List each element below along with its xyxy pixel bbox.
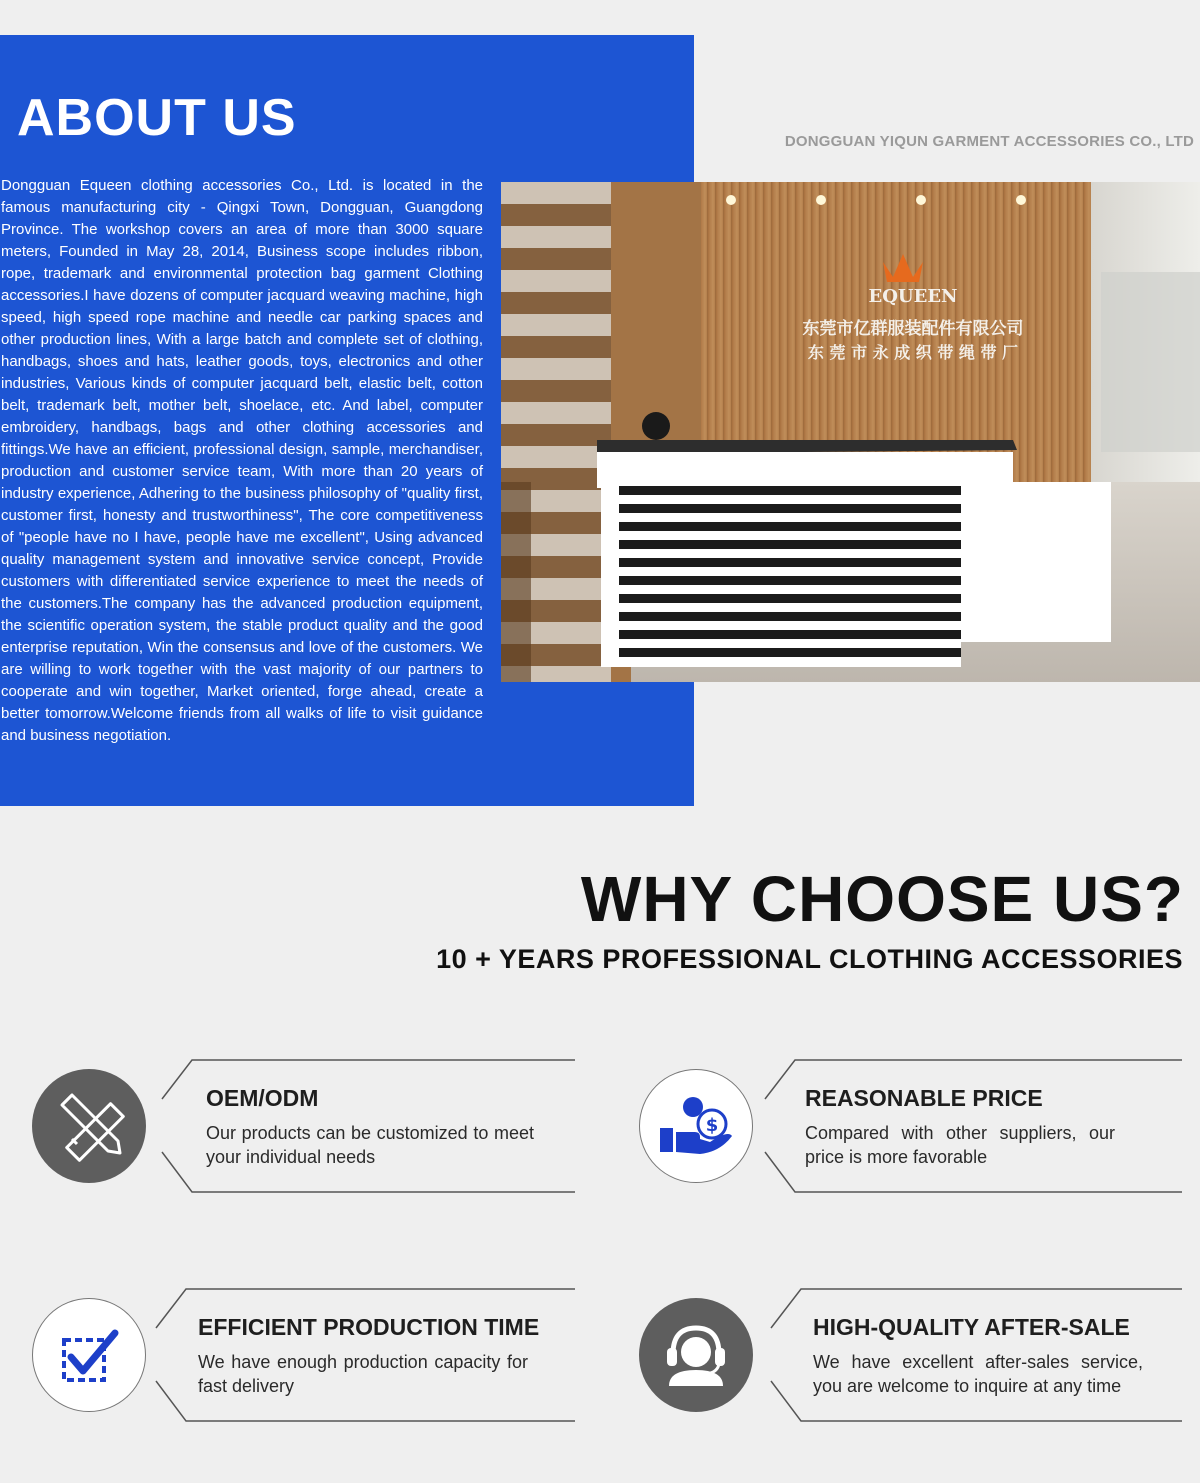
feature-efficient-production [32, 1288, 592, 1428]
office-reception-photo [501, 182, 1200, 682]
ruler-pencil-icon [32, 1069, 146, 1183]
feature-title: OEM/ODM [206, 1085, 319, 1111]
feature-reasonable-price [639, 1059, 1199, 1199]
about-description: Dongguan Equeen clothing accessories Co., Ltd. is located in the famous manufacturing city - Qingxi Town, Dongguan, Guangdong Province. The workshop covers an area of more than 3000 square meters, Founded in May 28, 2014, Business scope includes ribbon, rope, trademark and environmental protection bag garment Clothing accessories.I have dozens of computer jacquard weaving machine, high speed, high speed rope machine and needle car parking spaces and other production lines, With a large batch and complete set of clothing, handbags, shoes and hats, leather goods, toys, electronics and other industries, Various kinds of computer jacquard belt, elastic belt, cotton belt, trademark belt, mother belt, shoelace, etc. And label, computer embroidery, handbags, bags and other clothing accessories and fittings.We have an efficient, professional design, sample, merchandiser, production and customer service team, With more than 20 years of industry experience, Adhering to the business philosophy of "quality first, customer first, honesty and trustworthiness", The core competitiveness of "people have no I have, people have me excellent", Using advanced quality management system and innovative service concept, Provide customers with differentiated service experience to meet the needs of the customers.The company has the advanced production equipment, the scientific operation system, the stable product quality and the good enterprise reputation, Win the consensus and love of the customers. We are willing to work together with the vast majority of our partners to cooperate and win together, Market oriented, forge ahead, create a better tomorrow.Welcome friends from all walks of life to visit guidance and business negotiation. [1, 177, 483, 744]
feature-description: We have excellent after-sales service, you are welcome to inquire at any time [813, 1352, 1143, 1396]
feature-after-sale [639, 1288, 1199, 1428]
why-choose-subtitle: 10 + YEARS PROFESSIONAL CLOTHING ACCESSORIES [436, 944, 1183, 974]
feature-description: Compared with other suppliers, our price is more favorable [805, 1123, 1115, 1167]
feature-title: HIGH-QUALITY AFTER-SALE [813, 1314, 1130, 1340]
photo-sign-line1: 东莞市亿群服装配件有限公司 [802, 319, 1024, 339]
feature-description: We have enough production capacity for fast delivery [198, 1352, 528, 1396]
headset-support-icon [639, 1298, 753, 1412]
dollar-hand-icon [639, 1069, 753, 1183]
feature-description: Our products can be customized to meet your individual needs [206, 1123, 534, 1167]
feature-oem-odm [32, 1059, 592, 1199]
svg-text:$: $ [705, 1115, 719, 1136]
company-name: DONGGUAN YIQUN GARMENT ACCESSORIES CO., LTD [784, 133, 1194, 150]
why-choose-title: WHY CHOOSE US? [580, 863, 1184, 935]
feature-title: REASONABLE PRICE [805, 1085, 1043, 1111]
photo-sign-line2: 东 莞 市 永 成 织 带 绳 带 厂 [807, 343, 1019, 362]
checkbox-icon [32, 1298, 146, 1412]
photo-logo-text: EQUEEN [868, 286, 958, 307]
feature-title: EFFICIENT PRODUCTION TIME [198, 1314, 540, 1340]
about-title: ABOUT US [17, 89, 297, 147]
